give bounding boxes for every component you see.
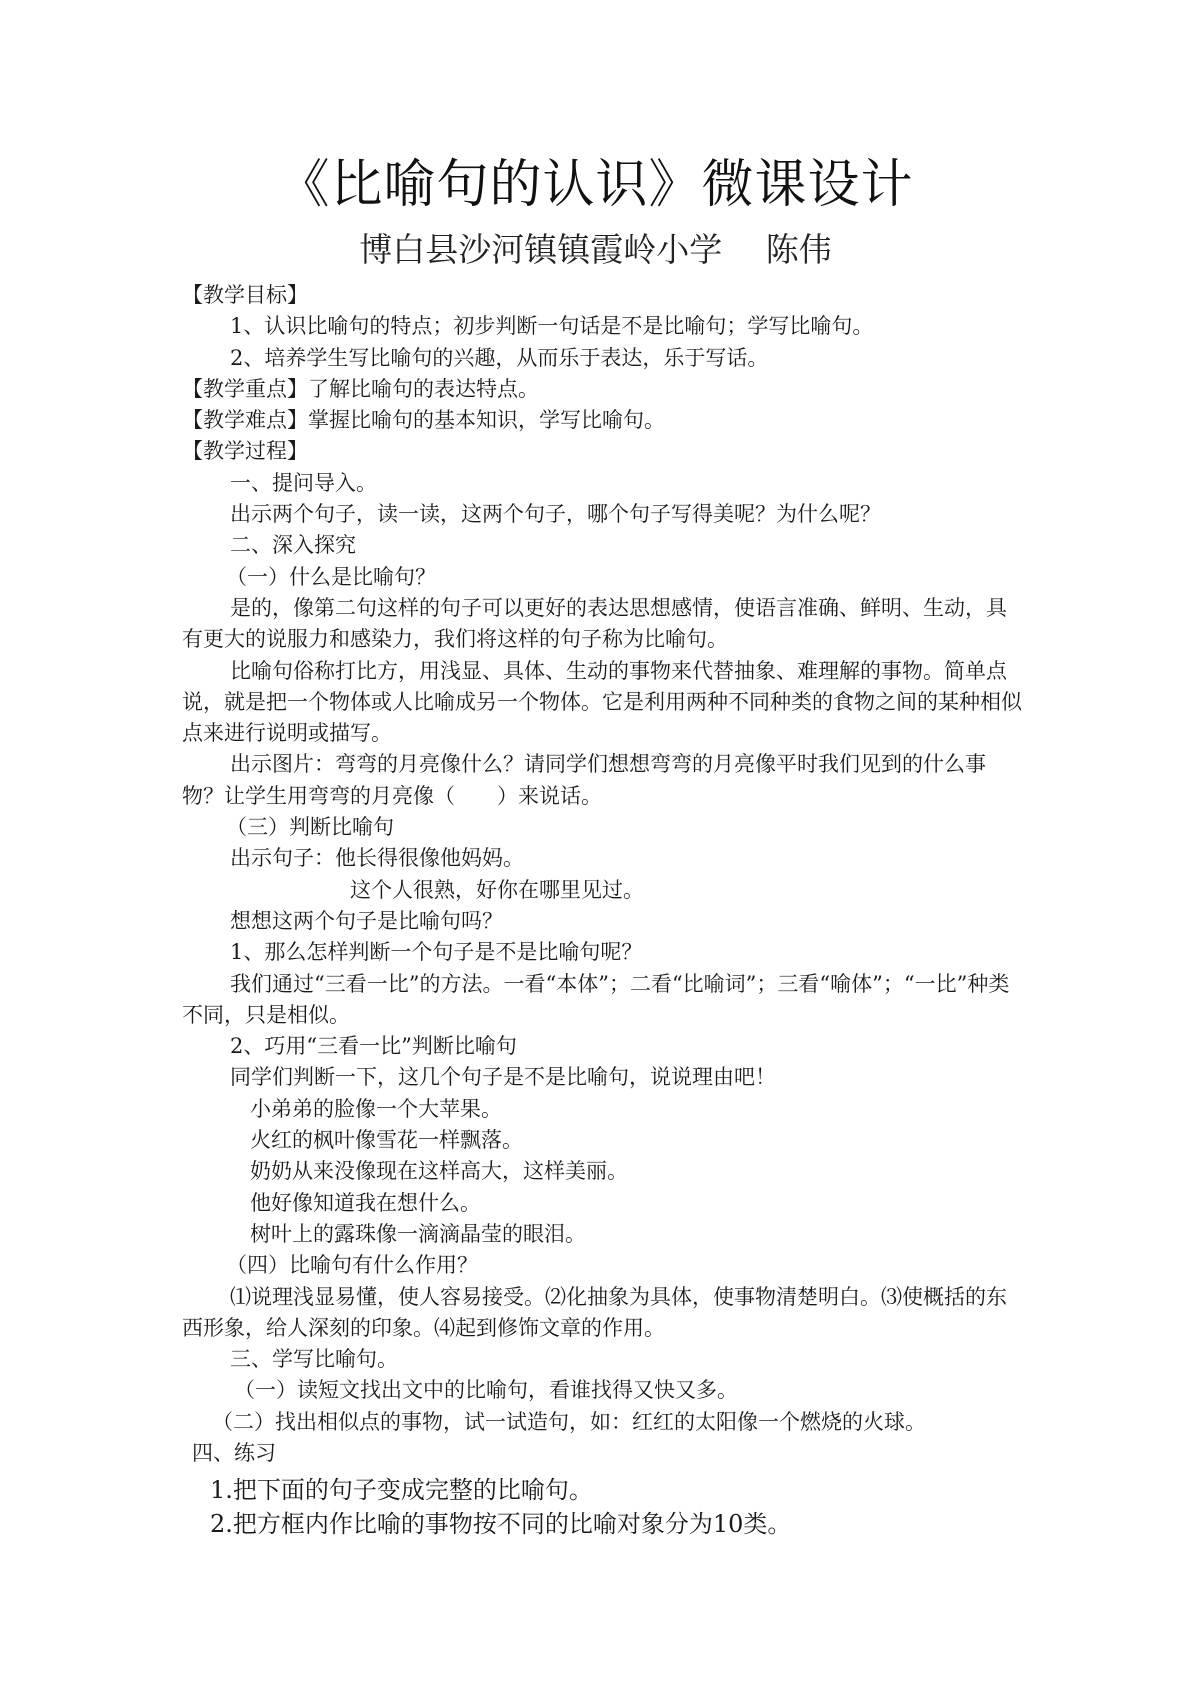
subsection-heading: （一）什么是比喻句？ bbox=[226, 564, 436, 589]
goal-heading: 【教学目标】 bbox=[182, 283, 308, 307]
example-sentence: 树叶上的露珠像一滴滴晶莹的眼泪。 bbox=[250, 1221, 586, 1246]
paragraph: 想想这两个句子是比喻句吗？ bbox=[230, 908, 503, 933]
example-sentence: 小弟弟的脸像一个大苹果。 bbox=[250, 1096, 502, 1121]
document-body bbox=[182, 280, 1022, 1541]
author-line: 博白县沙河镇镇霞岭小学 陈伟 bbox=[359, 230, 832, 269]
paragraph: （一）读短文找出文中的比喻句，看谁找得又快又多。 bbox=[234, 1378, 738, 1403]
paragraph: 出示句子：他长得很像他妈妈。 bbox=[230, 846, 524, 871]
subsection-heading: （四）比喻句有什么作用？ bbox=[226, 1253, 478, 1278]
paragraph: 我们通过“三看一比”的方法。一看“本体”；二看“比喻词”；三看“喻体”；“一比”种类不同，只是相似。 bbox=[182, 971, 1010, 1027]
paragraph: 同学们判断一下，这几个句子是不是比喻句，说说理由吧！ bbox=[230, 1065, 776, 1090]
example-sentence: 奶奶从来没像现在这样高大，这样美丽。 bbox=[250, 1159, 628, 1184]
paragraph: （二）找出相似点的事物，试一试造句，如：红红的太阳像一个燃烧的火球。 bbox=[212, 1409, 926, 1434]
exercise-item: 2.把方框内作比喻的事物按不同的比喻对象分为10类。 bbox=[210, 1510, 792, 1539]
section-heading: 一、提问导入。 bbox=[230, 470, 377, 495]
paragraph: 出示图片：弯弯的月亮像什么？请同学们想想弯弯的月亮像平时我们见到的什么事物？让学生用弯弯的月亮像（ ）来说话。 bbox=[182, 752, 986, 808]
document-title: 《比喻句的认识》微课设计 bbox=[277, 155, 914, 215]
paragraph: ⑴说理浅显易懂，使人容易接受。⑵化抽象为具体，使事物清楚明白。⑶使概括的东西形象，给人深刻的印象。⑷起到修饰文章的作用。 bbox=[182, 1284, 1007, 1340]
exercise-item: 1.把下面的句子变成完整的比喻句。 bbox=[210, 1476, 593, 1505]
process-heading: 【教学过程】 bbox=[182, 439, 308, 464]
paragraph: 出示两个句子，读一读，这两个句子，哪个句子写得美呢？为什么呢？ bbox=[230, 502, 881, 527]
subsection-heading: （三）判断比喻句 bbox=[226, 815, 394, 840]
section-heading: 四、练习 bbox=[192, 1440, 276, 1465]
section-heading: 三、学写比喻句。 bbox=[230, 1347, 398, 1372]
example-sentence: 火红的枫叶像雪花一样飘落。 bbox=[250, 1128, 523, 1153]
paragraph: 2、巧用“三看一比”判断比喻句 bbox=[230, 1034, 517, 1059]
key-point: 【教学重点】了解比喻句的表达特点。 bbox=[182, 376, 539, 401]
paragraph: 1、那么怎样判断一个句子是不是比喻句呢？ bbox=[230, 940, 643, 965]
example-sentence: 他好像知道我在想什么。 bbox=[250, 1190, 481, 1215]
paragraph: 比喻句俗称打比方，用浅显、具体、生动的事物来代替抽象、难理解的事物。简单点说，就是把一个物体或人比喻成另一个物体。它是利用两种不同种类的食物之间的某种相似点来进行说明或描写。 bbox=[182, 658, 1022, 746]
paragraph: 是的，像第二句这样的句子可以更好的表达思想感情，使语言准确、鲜明、生动，具有更大的说服力和感染力，我们将这样的句子称为比喻句。 bbox=[182, 595, 1007, 652]
difficulty: 【教学难点】掌握比喻句的基本知识，学写比喻句。 bbox=[182, 408, 665, 433]
section-heading: 二、深入探究 bbox=[230, 533, 356, 558]
goal-item: 1、认识比喻句的特点；初步判断一句话是不是比喻句；学写比喻句。 bbox=[230, 314, 874, 339]
paragraph: 这个人很熟，好你在哪里见过。 bbox=[350, 877, 644, 902]
goal-item: 2、培养学生写比喻句的兴趣，从而乐于表达，乐于写话。 bbox=[230, 345, 769, 370]
